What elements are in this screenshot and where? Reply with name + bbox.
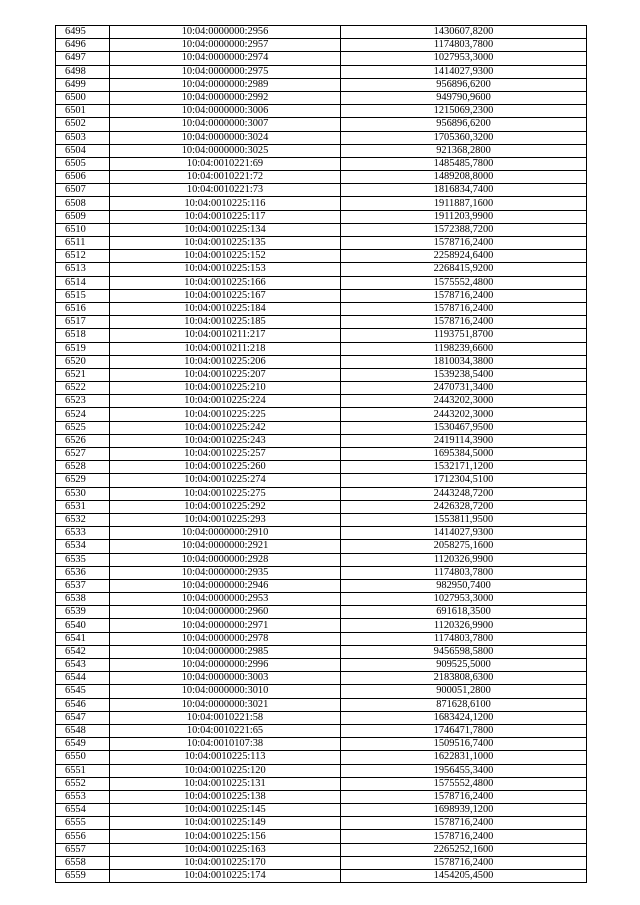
table-row [56,237,587,250]
row-number: 6537 [56,579,110,592]
row-number: 6535 [56,553,110,566]
amount-value: 1553811,9500 [341,513,587,526]
cadastral-number: 10:04:0010225:292 [110,500,341,513]
amount-value: 1414027,9300 [341,527,587,540]
amount-value: 1578716,2400 [341,237,587,250]
table-row [56,461,587,474]
table-row [56,474,587,487]
row-number: 6558 [56,856,110,869]
amount-value: 1174803,7800 [341,566,587,579]
amount-value: 921368,2800 [341,144,587,157]
cadastral-number: 10:04:0010225:174 [110,870,341,883]
amount-value: 1911203,9900 [341,210,587,223]
cadastral-number: 10:04:0010221:65 [110,724,341,737]
table-row [56,52,587,65]
table-row [56,210,587,223]
cadastral-number: 10:04:0010225:156 [110,830,341,843]
table-row [56,289,587,302]
cadastral-number: 10:04:0000000:2957 [110,39,341,52]
row-number: 6499 [56,78,110,91]
table-row [56,26,587,39]
table-row [56,500,587,513]
table-row [56,777,587,790]
cadastral-number: 10:04:0010107:38 [110,738,341,751]
amount-value: 2183808,6300 [341,672,587,685]
table-row [56,302,587,315]
table-row [56,78,587,91]
table-row [56,685,587,698]
cadastral-number: 10:04:0010211:217 [110,329,341,342]
table-row [56,527,587,540]
amount-value: 1575552,4800 [341,276,587,289]
table-row [56,738,587,751]
amount-value: 1539238,5400 [341,368,587,381]
table-row [56,870,587,883]
row-number: 6506 [56,171,110,184]
amount-value: 1810034,3800 [341,355,587,368]
amount-value: 1430607,8200 [341,26,587,39]
amount-value: 1578716,2400 [341,790,587,803]
amount-value: 1578716,2400 [341,316,587,329]
row-number: 6545 [56,685,110,698]
row-number: 6538 [56,593,110,606]
amount-value: 1698939,1200 [341,804,587,817]
row-number: 6503 [56,131,110,144]
row-number: 6510 [56,223,110,236]
row-number: 6501 [56,105,110,118]
row-number: 6508 [56,197,110,210]
row-number: 6547 [56,711,110,724]
cadastral-number: 10:04:0000000:2960 [110,606,341,619]
amount-value: 1532171,1200 [341,461,587,474]
table-row [56,421,587,434]
row-number: 6531 [56,500,110,513]
cadastral-number: 10:04:0010225:120 [110,764,341,777]
row-number: 6495 [56,26,110,39]
amount-value: 1578716,2400 [341,289,587,302]
amount-value: 2258924,6400 [341,250,587,263]
cadastral-number: 10:04:0010225:167 [110,289,341,302]
row-number: 6536 [56,566,110,579]
amount-value: 1120326,9900 [341,619,587,632]
cadastral-number: 10:04:0010221:69 [110,157,341,170]
cadastral-number: 10:04:0000000:2975 [110,65,341,78]
amount-value: 1956455,3400 [341,764,587,777]
table-row [56,250,587,263]
row-number: 6520 [56,355,110,368]
parcel-table [55,25,587,883]
cadastral-number: 10:04:0000000:2935 [110,566,341,579]
row-number: 6534 [56,540,110,553]
amount-value: 2443202,3000 [341,395,587,408]
cadastral-number: 10:04:0000000:2989 [110,78,341,91]
amount-value: 2443202,3000 [341,408,587,421]
row-number: 6516 [56,302,110,315]
table-row [56,579,587,592]
cadastral-number: 10:04:0000000:2928 [110,553,341,566]
amount-value: 871628,6100 [341,698,587,711]
table-row [56,724,587,737]
row-number: 6505 [56,157,110,170]
cadastral-number: 10:04:0010225:135 [110,237,341,250]
cadastral-number: 10:04:0010225:138 [110,790,341,803]
table-row [56,645,587,658]
table-row [56,804,587,817]
row-number: 6513 [56,263,110,276]
table-row [56,157,587,170]
amount-value: 1816834,7400 [341,184,587,197]
row-number: 6526 [56,434,110,447]
cadastral-number: 10:04:0010225:225 [110,408,341,421]
table-row [56,843,587,856]
cadastral-number: 10:04:0000000:3010 [110,685,341,698]
row-number: 6549 [56,738,110,751]
table-row [56,448,587,461]
cadastral-number: 10:04:0010225:184 [110,302,341,315]
cadastral-number: 10:04:0010225:145 [110,804,341,817]
table-row [56,487,587,500]
cadastral-number: 10:04:0010225:275 [110,487,341,500]
row-number: 6517 [56,316,110,329]
table-row [56,830,587,843]
table-row [56,434,587,447]
amount-value: 2268415,9200 [341,263,587,276]
amount-value: 1578716,2400 [341,856,587,869]
table-row [56,606,587,619]
row-number: 6552 [56,777,110,790]
row-number: 6523 [56,395,110,408]
cadastral-number: 10:04:0000000:3003 [110,672,341,685]
row-number: 6497 [56,52,110,65]
amount-value: 1578716,2400 [341,830,587,843]
cadastral-number: 10:04:0010221:73 [110,184,341,197]
cadastral-number: 10:04:0000000:2956 [110,26,341,39]
table-row [56,382,587,395]
cadastral-number: 10:04:0010225:116 [110,197,341,210]
table-row [56,593,587,606]
cadastral-number: 10:04:0000000:2992 [110,91,341,104]
table-row [56,131,587,144]
row-number: 6519 [56,342,110,355]
table-row [56,817,587,830]
table-row [56,619,587,632]
amount-value: 9456598,5800 [341,645,587,658]
table-row [56,751,587,764]
row-number: 6554 [56,804,110,817]
table-body [56,26,587,883]
amount-value: 909525,5000 [341,659,587,672]
row-number: 6544 [56,672,110,685]
cadastral-number: 10:04:0000000:2996 [110,659,341,672]
cadastral-number: 10:04:0010225:166 [110,276,341,289]
cadastral-number: 10:04:0000000:2978 [110,632,341,645]
amount-value: 2419114,3900 [341,434,587,447]
amount-value: 1027953,3000 [341,593,587,606]
amount-value: 1575552,4800 [341,777,587,790]
amount-value: 1509516,7400 [341,738,587,751]
row-number: 6507 [56,184,110,197]
cadastral-number: 10:04:0010221:72 [110,171,341,184]
row-number: 6555 [56,817,110,830]
table-row [56,368,587,381]
row-number: 6524 [56,408,110,421]
cadastral-number: 10:04:0010225:206 [110,355,341,368]
row-number: 6557 [56,843,110,856]
amount-value: 1683424,1200 [341,711,587,724]
row-number: 6521 [56,368,110,381]
row-number: 6512 [56,250,110,263]
cadastral-number: 10:04:0010225:149 [110,817,341,830]
table-row [56,408,587,421]
row-number: 6504 [56,144,110,157]
row-number: 6543 [56,659,110,672]
amount-value: 1193751,8700 [341,329,587,342]
row-number: 6548 [56,724,110,737]
row-number: 6539 [56,606,110,619]
amount-value: 956896,6200 [341,78,587,91]
cadastral-number: 10:04:0010225:243 [110,434,341,447]
cadastral-number: 10:04:0010211:218 [110,342,341,355]
amount-value: 1198239,6600 [341,342,587,355]
row-number: 6541 [56,632,110,645]
amount-value: 1174803,7800 [341,632,587,645]
cadastral-number: 10:04:0010225:113 [110,751,341,764]
amount-value: 1454205,4500 [341,870,587,883]
amount-value: 1174803,7800 [341,39,587,52]
amount-value: 1120326,9900 [341,553,587,566]
row-number: 6528 [56,461,110,474]
table-row [56,698,587,711]
amount-value: 982950,7400 [341,579,587,592]
cadastral-number: 10:04:0010225:131 [110,777,341,790]
amount-value: 1414027,9300 [341,65,587,78]
cadastral-number: 10:04:0000000:3021 [110,698,341,711]
amount-value: 1712304,5100 [341,474,587,487]
amount-value: 1572388,7200 [341,223,587,236]
amount-value: 956896,6200 [341,118,587,131]
amount-value: 1705360,3200 [341,131,587,144]
table-row [56,342,587,355]
row-number: 6529 [56,474,110,487]
cadastral-number: 10:04:0000000:3025 [110,144,341,157]
row-number: 6515 [56,289,110,302]
cadastral-number: 10:04:0000000:3024 [110,131,341,144]
amount-value: 2058275,1600 [341,540,587,553]
amount-value: 2443248,7200 [341,487,587,500]
cadastral-number: 10:04:0010225:163 [110,843,341,856]
cadastral-number: 10:04:0000000:2985 [110,645,341,658]
cadastral-number: 10:04:0000000:3006 [110,105,341,118]
amount-value: 1485485,7800 [341,157,587,170]
row-number: 6498 [56,65,110,78]
amount-value: 1746471,7800 [341,724,587,737]
cadastral-number: 10:04:0010225:185 [110,316,341,329]
cadastral-number: 10:04:0000000:3007 [110,118,341,131]
row-number: 6532 [56,513,110,526]
amount-value: 900051,2800 [341,685,587,698]
table-row [56,118,587,131]
table-row [56,144,587,157]
table-row [56,329,587,342]
amount-value: 1578716,2400 [341,302,587,315]
cadastral-number: 10:04:0000000:2921 [110,540,341,553]
row-number: 6546 [56,698,110,711]
row-number: 6525 [56,421,110,434]
amount-value: 1695384,5000 [341,448,587,461]
table-row [56,65,587,78]
row-number: 6556 [56,830,110,843]
table-row [56,105,587,118]
table-row [56,39,587,52]
table-row [56,632,587,645]
cadastral-number: 10:04:0010225:134 [110,223,341,236]
table-row [56,553,587,566]
row-number: 6496 [56,39,110,52]
table-row [56,711,587,724]
row-number: 6514 [56,276,110,289]
table-row [56,659,587,672]
table-row [56,184,587,197]
table-row [56,223,587,236]
row-number: 6502 [56,118,110,131]
row-number: 6509 [56,210,110,223]
cadastral-number: 10:04:0010225:153 [110,263,341,276]
row-number: 6500 [56,91,110,104]
cadastral-number: 10:04:0010225:210 [110,382,341,395]
row-number: 6533 [56,527,110,540]
cadastral-number: 10:04:0010221:58 [110,711,341,724]
cadastral-number: 10:04:0010225:207 [110,368,341,381]
row-number: 6553 [56,790,110,803]
amount-value: 949790,9600 [341,91,587,104]
amount-value: 1578716,2400 [341,817,587,830]
table-row [56,856,587,869]
row-number: 6540 [56,619,110,632]
cadastral-number: 10:04:0010225:224 [110,395,341,408]
cadastral-number: 10:04:0010225:242 [110,421,341,434]
table-row [56,395,587,408]
table-row [56,355,587,368]
table-row [56,764,587,777]
amount-value: 1027953,3000 [341,52,587,65]
table-row [56,513,587,526]
cadastral-number: 10:04:0010225:117 [110,210,341,223]
table-row [56,790,587,803]
cadastral-number: 10:04:0000000:2971 [110,619,341,632]
cadastral-number: 10:04:0010225:274 [110,474,341,487]
table-row [56,566,587,579]
cadastral-number: 10:04:0010225:260 [110,461,341,474]
row-number: 6559 [56,870,110,883]
cadastral-number: 10:04:0010225:257 [110,448,341,461]
table-row [56,316,587,329]
table-row [56,171,587,184]
amount-value: 2265252,1600 [341,843,587,856]
row-number: 6522 [56,382,110,395]
amount-value: 2426328,7200 [341,500,587,513]
cadastral-number: 10:04:0000000:2953 [110,593,341,606]
cadastral-number: 10:04:0010225:170 [110,856,341,869]
table-row [56,263,587,276]
amount-value: 2470731,3400 [341,382,587,395]
row-number: 6550 [56,751,110,764]
row-number: 6542 [56,645,110,658]
amount-value: 1622831,1000 [341,751,587,764]
cadastral-number: 10:04:0000000:2910 [110,527,341,540]
row-number: 6530 [56,487,110,500]
amount-value: 691618,3500 [341,606,587,619]
amount-value: 1489208,8000 [341,171,587,184]
cadastral-number: 10:04:0000000:2946 [110,579,341,592]
table-row [56,276,587,289]
cadastral-number: 10:04:0000000:2974 [110,52,341,65]
table-row [56,672,587,685]
amount-value: 1911887,1600 [341,197,587,210]
row-number: 6511 [56,237,110,250]
row-number: 6527 [56,448,110,461]
cadastral-number: 10:04:0010225:293 [110,513,341,526]
table-row [56,197,587,210]
table-row [56,91,587,104]
amount-value: 1530467,9500 [341,421,587,434]
row-number: 6518 [56,329,110,342]
amount-value: 1215069,2300 [341,105,587,118]
row-number: 6551 [56,764,110,777]
cadastral-number: 10:04:0010225:152 [110,250,341,263]
table-row [56,540,587,553]
